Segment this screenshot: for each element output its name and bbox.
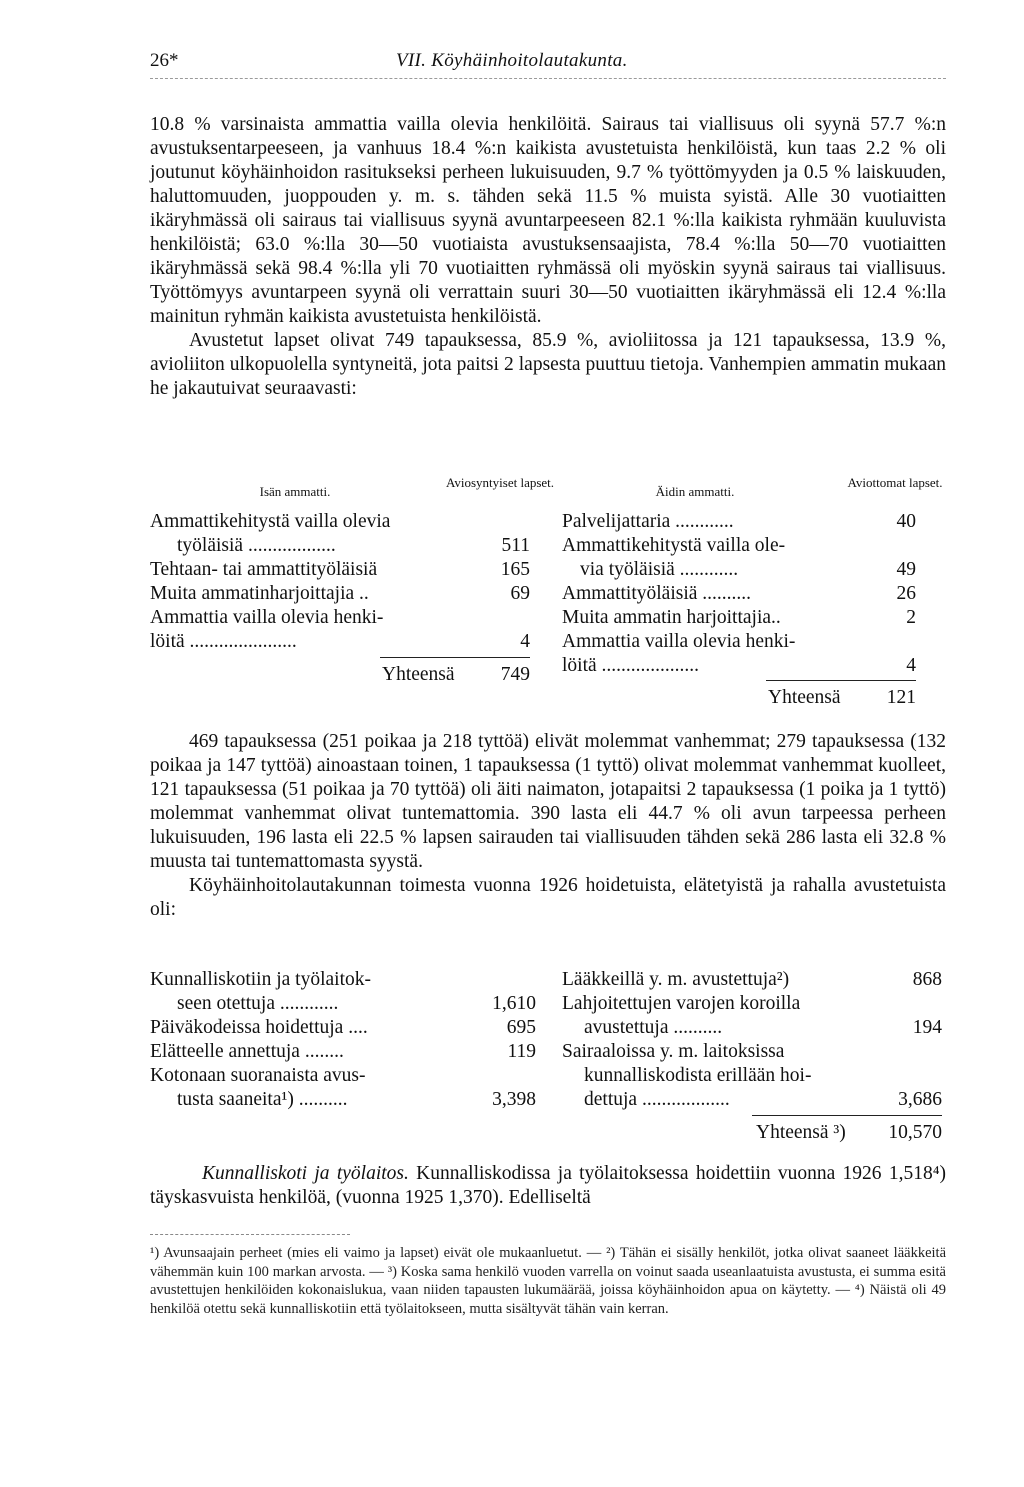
row-value: 4 xyxy=(520,631,530,652)
t2-left-row xyxy=(150,992,536,1016)
row-label: via työläisiä ............ xyxy=(580,559,739,580)
row-value: 868 xyxy=(912,969,942,990)
row-label: Päiväkodeissa hoidettuja .... xyxy=(150,1017,368,1038)
t1-left-row xyxy=(150,534,530,558)
row-label: seen otettuja ............ xyxy=(177,993,339,1014)
row-label: löitä .................... xyxy=(562,655,700,676)
t1-left-row xyxy=(150,630,530,654)
header-rule xyxy=(150,78,946,79)
row-label: Palvelijattaria ............ xyxy=(562,511,734,532)
sum-rule xyxy=(752,1115,942,1116)
t2-right-row xyxy=(562,1016,942,1040)
row-value: 1,610 xyxy=(492,993,536,1014)
t1-right-total xyxy=(562,686,916,710)
row-label: Ammattia vailla olevia henki- xyxy=(150,607,384,628)
total-label: Yhteensä ³) xyxy=(756,1122,846,1143)
row-value: 40 xyxy=(896,511,916,532)
section-title: Kunnalliskoti ja työlaitos. xyxy=(202,1163,409,1184)
t2-right-row xyxy=(562,992,942,1016)
row-value: 119 xyxy=(507,1041,536,1062)
row-label: kunnalliskodista erillään hoi- xyxy=(584,1065,812,1086)
row-value: 26 xyxy=(896,583,916,604)
row-label: löitä ...................... xyxy=(150,631,297,652)
t2-right-row xyxy=(562,1088,942,1112)
running-title: VII. Köyhäinhoitolautakunta. xyxy=(396,50,628,71)
row-label: dettuja .................. xyxy=(584,1089,730,1110)
row-value: 695 xyxy=(506,1017,536,1038)
t2-left-row xyxy=(150,1064,536,1088)
paragraph-municipal-home xyxy=(150,1162,946,1210)
row-label: tusta saaneita¹) .......... xyxy=(177,1089,348,1110)
row-label: Ammattikehitystä vailla ole- xyxy=(562,535,786,556)
page-number: 26* xyxy=(150,50,179,71)
t1-right-row xyxy=(562,654,916,678)
t1-left-total xyxy=(150,663,530,687)
t1-right-row xyxy=(562,558,916,582)
paragraph-children: 469 tapauksessa (251 poikaa ja 218 tyttöä) elivät molemmat vanhemmat; 279 tapauksessa (132 poikaa ja 147 tyttöä) ainoastaan toinen, 1 tapauksessa (1 tyttö) olivat molemmat vanhemmat kuolleet, 121 tapauksessa (51 poikaa ja 70 tyttöä) oli äiti naimaton, jotapaitsi 2 tapauksessa (1 poika ja 1 tyttö) molemmat vanhemmat olivat tuntemattomia. 390 lasta eli 44.7 % oli avun tarpeessa perheen lukuisuuden, 196 lasta eli 22.5 % lapsen sairauden tai viallisuuden tähden sekä 286 lasta eli 32.8 % muusta tai tuntemattomasta syystä. Köyhäinhoitolautakunnan toimesta vuonna 1926 hoidetuista, elätetyistä ja rahalla avustetuista oli: xyxy=(150,731,946,920)
row-label: Ammattikehitystä vailla olevia xyxy=(150,511,391,532)
row-value: 69 xyxy=(510,583,530,604)
row-value: 194 xyxy=(912,1017,942,1038)
t2-left-row xyxy=(150,1088,536,1112)
t2-total xyxy=(562,1121,942,1145)
col-header-illegitimate-children: Aviottomat lapset. xyxy=(847,475,943,490)
total-value: 121 xyxy=(886,687,916,708)
t2-right-row xyxy=(562,1064,942,1088)
t2-left-row xyxy=(150,968,536,992)
row-value: 4 xyxy=(906,655,916,676)
row-label: Lahjoitettujen varojen koroilla xyxy=(562,993,801,1014)
row-label: Muita ammatinharjoittajia .. xyxy=(150,583,369,604)
t1-left-row xyxy=(150,606,530,630)
row-label: Tehtaan- tai ammattityöläisiä xyxy=(150,559,378,580)
t2-left-row xyxy=(150,1016,536,1040)
col-header-father-occupation: Isän ammatti. xyxy=(259,484,331,499)
total-value: 749 xyxy=(500,664,530,685)
row-label: työläisiä .................. xyxy=(177,535,336,556)
paragraph-statistics: 10.8 % varsinaista ammattia vailla olevia henkilöitä. Sairaus tai viallisuus oli syynä 57.7 %:n avustuksentarpeeseen, ja vanhuus 18.4 %:n kaikista avustetuista henkilöistä, kun taas 2.2 % oli joutunut köyhäinhoidon rasitukseksi perheen lukuisuuden, 9.7 % työttömyyden ja 0.5 % laiskuuden, haluttomuuden, juoppouden y. m. s. tähden sekä 11.5 % muista syistä. Alle 30 vuotiaitten ikäryhmässä oli sairaus tai viallisuus syynä avuntarpeeseen 82.1 %:lla kaikista ryhmään kuuluvista henkilöistä; 63.0 %:lla 30—50 vuotiaista avustuksensaajista, 78.4 %:lla 50—70 vuotiaitten ikäryhmässä sekä 98.4 %:lla yli 70 vuotiaitten ryhmässä oli myöskin syynä sairaus tai viallisuus. Työttömyys avuntarpeen syynä oli verrattain suuri 30—50 vuotiaitten ikäryhmässä eli 12.4 %:lla mainitun ryhmän kaikista avustetuista henkilöistä. Avustetut lapset olivat 749 tapauksessa, 85.9 %, avioliitossa ja 121 tapauksessa, 13.9 %, avioliiton ulkopuolella syntyneitä, jota paitsi 2 lapsesta puuttuu tietoja. Vanhempien ammatin mukaan he jakautuivat seuraavasti: xyxy=(150,114,946,399)
t1-left-row xyxy=(150,558,530,582)
t2-right-row xyxy=(562,1040,942,1064)
t1-right-row xyxy=(562,582,916,606)
t1-right-row xyxy=(562,606,916,630)
paragraph-text: Kunnalliskodissa ja työlaitoksessa hoidettiin vuonna 1926 1,518⁴) täyskasvuista henkilöä, (vuonna 1925 1,370). Edelliseltä xyxy=(150,1163,946,1208)
row-value: 511 xyxy=(501,535,530,556)
footnote-rule xyxy=(150,1234,350,1235)
row-label: Elätteelle annettuja ........ xyxy=(150,1041,344,1062)
row-value: 2 xyxy=(906,607,916,628)
total-label: Yhteensä xyxy=(382,664,455,685)
row-label: Kotonaan suoranaista avus- xyxy=(150,1065,366,1086)
row-value: 49 xyxy=(896,559,916,580)
col-header-mother-occupation: Äidin ammatti. xyxy=(655,484,735,499)
row-label: Ammattityöläisiä .......... xyxy=(562,583,752,604)
row-label: Muita ammatin harjoittajia.. xyxy=(562,607,781,628)
row-label: Lääkkeillä y. m. avustettuja²) xyxy=(562,969,790,990)
t2-left-row xyxy=(150,1040,536,1064)
t1-left-row xyxy=(150,510,530,534)
t2-right-row xyxy=(562,968,942,992)
footnotes: ¹) Avunsaajain perheet (mies eli vaimo ja lapset) eivät ole mukaanluetut. — ²) Tähän ei sisälly henkilöt, jotka olivat saaneet lääkkeitä vähemmän kuin 100 markan arvosta. — ³) Koska sama henkilö vuoden varrella on voinut saada useanlaatuista avustusta, ei summa esitä avustettujen henkilöiden kokonaislukua, vaan niiden tapausten lukumäärää, joissa köyhäinhoidon apua on käytetty. — ⁴) Näistä oli 49 henkilöä otettu sekä kunnalliskotiin että työlaitokseen, mutta sisältyvät tähän vain kerran. xyxy=(150,1245,946,1317)
row-label: Sairaaloissa y. m. laitoksissa xyxy=(562,1041,785,1062)
row-value: 165 xyxy=(500,559,530,580)
row-label: avustettuja .......... xyxy=(584,1017,723,1038)
row-label: Ammattia vailla olevia henki- xyxy=(562,631,796,652)
sum-rule xyxy=(766,680,916,681)
t1-right-row xyxy=(562,534,916,558)
total-value: 10,570 xyxy=(888,1122,942,1143)
row-label: Kunnalliskotiin ja työlaitok- xyxy=(150,969,371,990)
t1-right-row xyxy=(562,630,916,654)
t1-right-row xyxy=(562,510,916,534)
row-value: 3,686 xyxy=(898,1089,942,1110)
total-label: Yhteensä xyxy=(768,687,841,708)
row-value: 3,398 xyxy=(492,1089,536,1110)
col-header-marital-children: Aviosyntyiset lapset. xyxy=(445,475,555,490)
sum-rule xyxy=(380,657,530,658)
page-header xyxy=(150,50,946,76)
t1-left-row xyxy=(150,582,530,606)
